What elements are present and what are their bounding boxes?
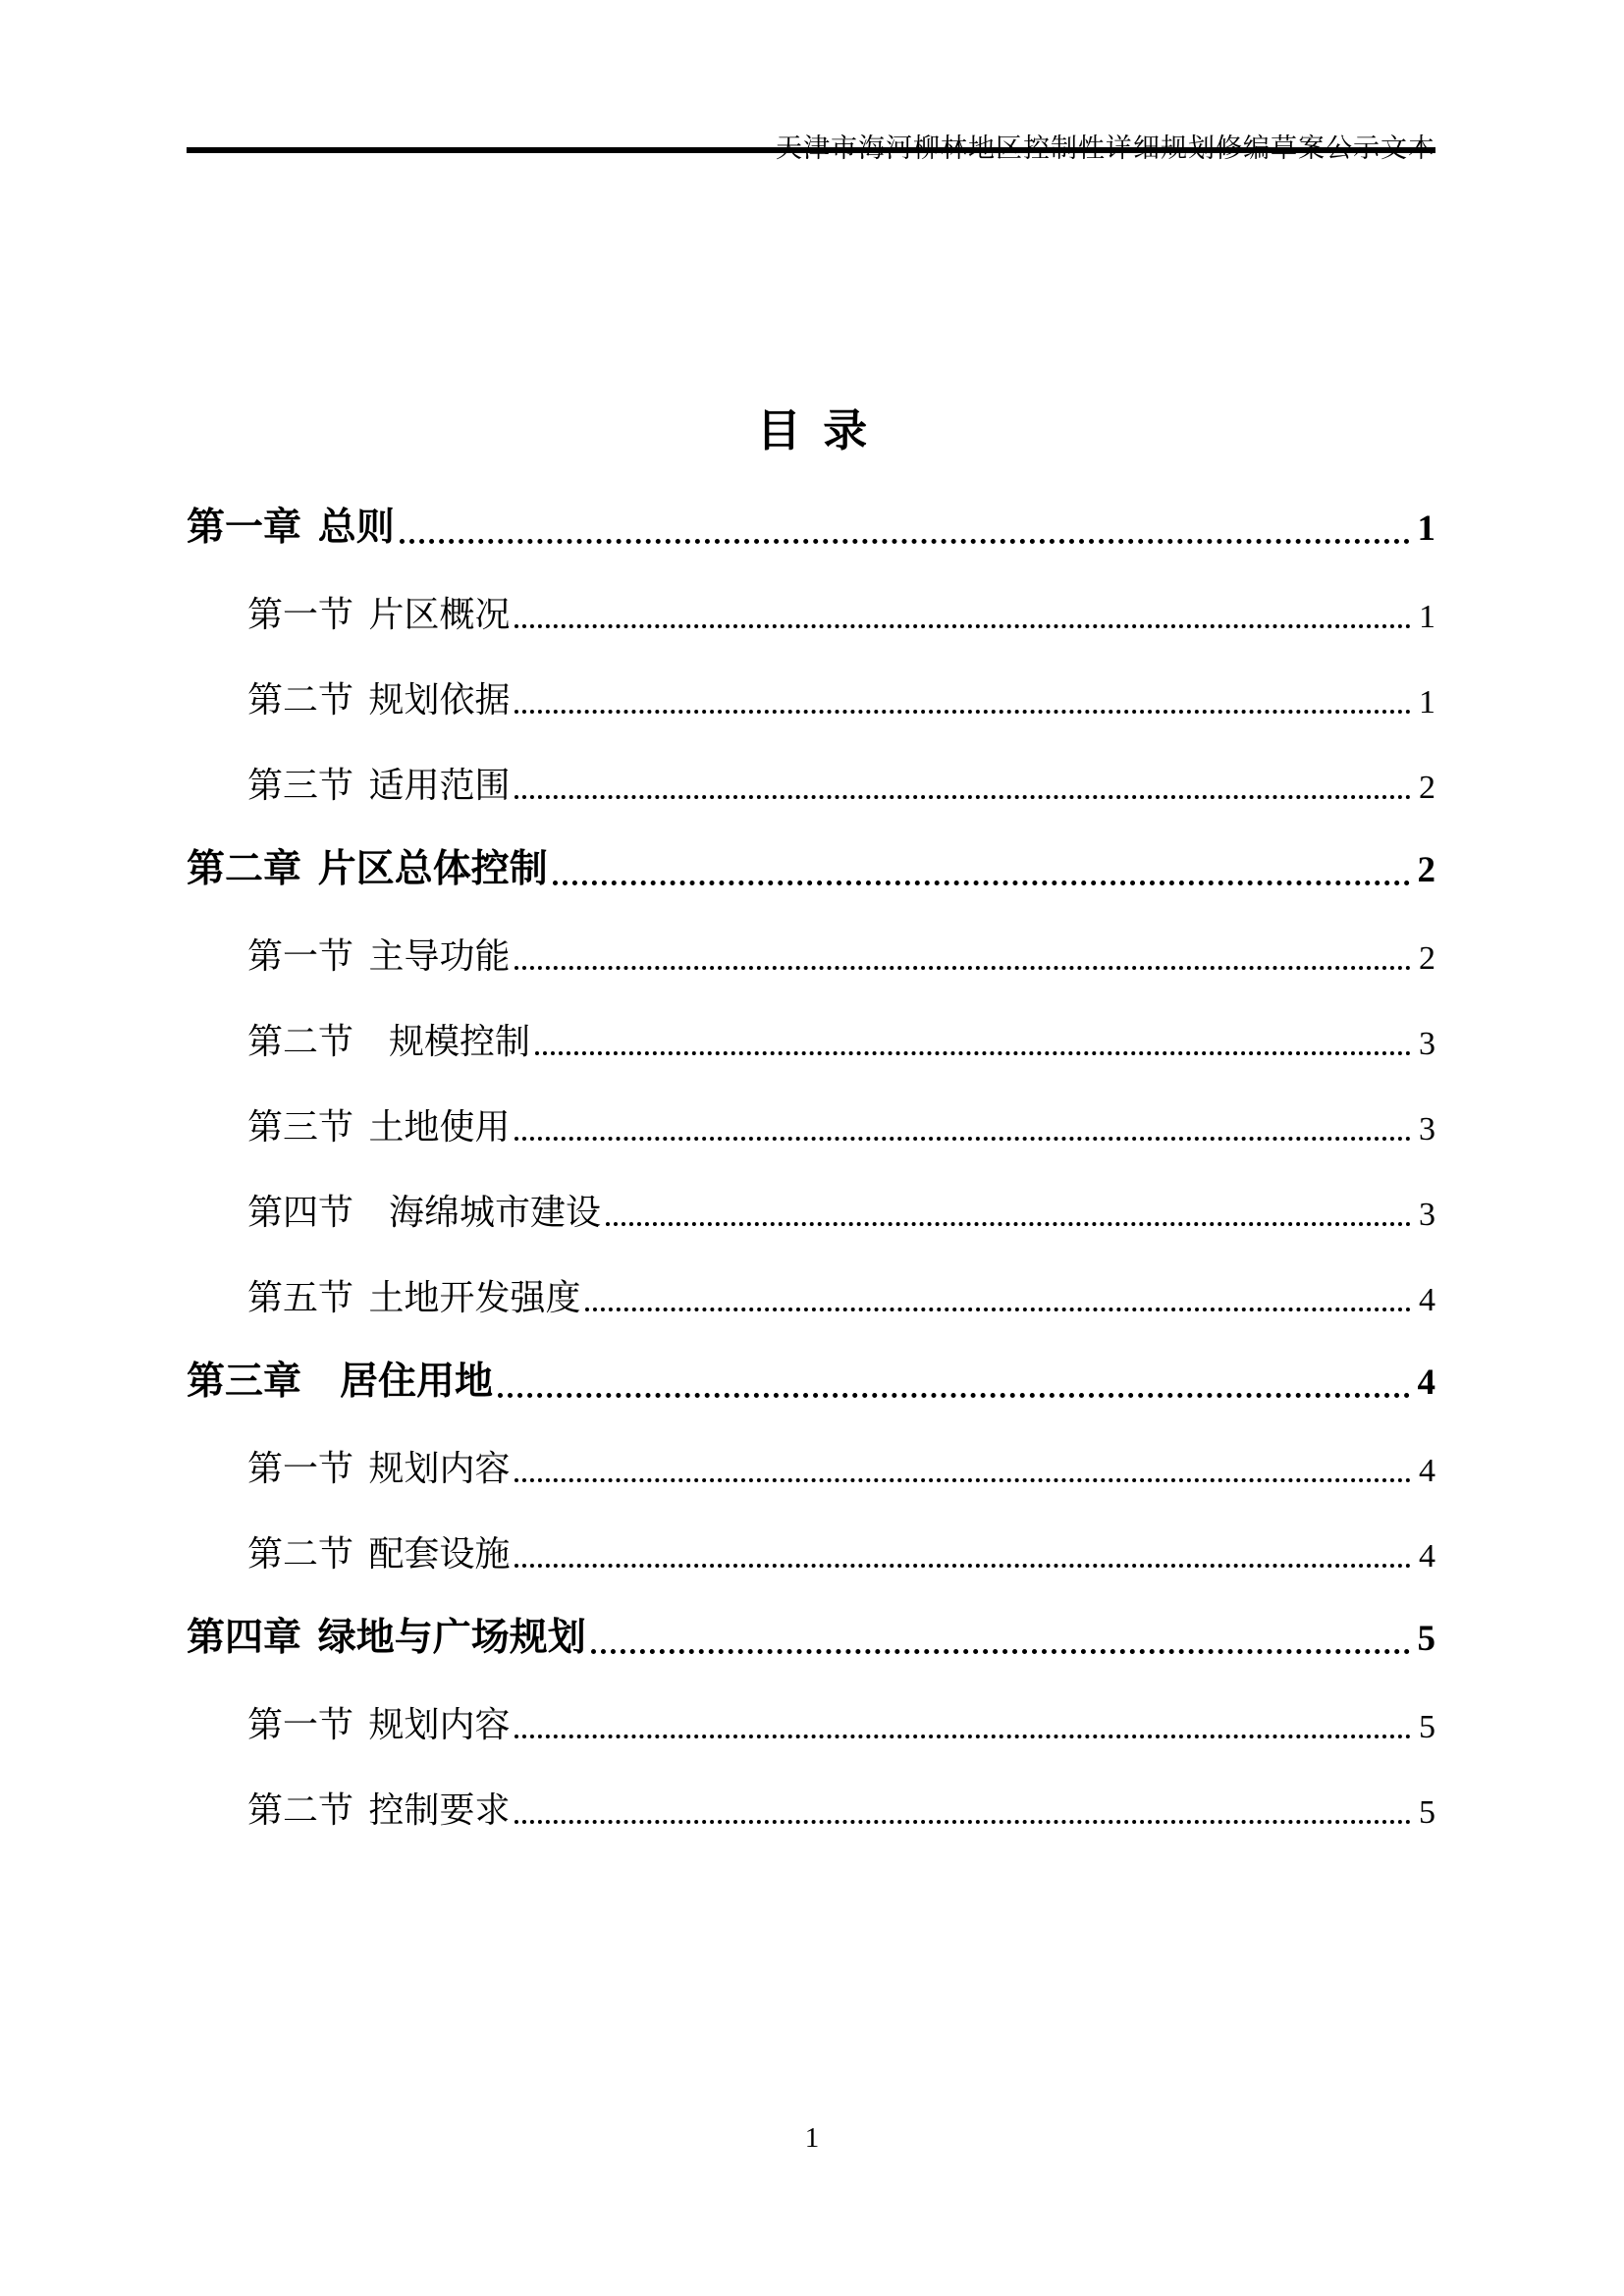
toc-entry-page-number: 5 [1417, 1619, 1435, 1660]
toc-entry-label: 第二节 配套设施 [247, 1534, 511, 1575]
toc-entry [187, 1613, 1435, 1660]
toc-entry [187, 673, 1435, 721]
toc-dot-leader [514, 1820, 1411, 1824]
toc-entry [187, 1186, 1435, 1233]
toc-entry [187, 844, 1435, 891]
toc-entry [187, 1100, 1435, 1148]
toc-entry [187, 1527, 1435, 1575]
toc-entry-label: 第三章 居住用地 [187, 1361, 494, 1404]
toc-entry-page-number: 3 [1419, 1025, 1435, 1062]
toc-entry [187, 1271, 1435, 1318]
toc-entry-page-number: 4 [1417, 1362, 1435, 1404]
toc-entry-page-number: 2 [1419, 769, 1435, 806]
toc-entry-page-number: 4 [1419, 1537, 1435, 1575]
toc-dot-leader [591, 1649, 1410, 1654]
toc-entry [187, 588, 1435, 635]
toc-title: 目 录 [756, 406, 868, 455]
toc-dot-leader [514, 710, 1411, 714]
header-rule [187, 147, 1435, 153]
toc-dot-leader [514, 624, 1411, 628]
toc-entry-label: 第五节 土地开发强度 [247, 1278, 581, 1318]
toc-entry [187, 1784, 1435, 1831]
toc-entry [187, 930, 1435, 977]
toc-dot-leader [514, 966, 1411, 970]
toc-entry [187, 1015, 1435, 1062]
toc-entry-label: 第一节 规划内容 [247, 1705, 511, 1745]
toc-dot-leader [553, 881, 1410, 885]
toc-dot-leader [514, 1137, 1411, 1141]
toc-entry [187, 1698, 1435, 1745]
footer-page-number: 1 [804, 2122, 820, 2154]
toc-entry-page-number: 1 [1419, 598, 1435, 635]
toc-entry-label: 第一节 规划内容 [247, 1449, 511, 1489]
toc-list [187, 503, 1435, 1869]
toc-entry [187, 759, 1435, 806]
toc-dot-leader [606, 1222, 1411, 1226]
toc-dot-leader [514, 1735, 1411, 1738]
toc-entry-page-number: 2 [1417, 850, 1435, 891]
toc-entry-label: 第一章 总则 [187, 507, 395, 550]
toc-entry-label: 第二章 片区总体控制 [187, 848, 548, 891]
toc-entry-label: 第二节 规划依据 [247, 680, 511, 721]
toc-entry-page-number: 5 [1419, 1708, 1435, 1745]
toc-entry [187, 1442, 1435, 1489]
toc-dot-leader [400, 539, 1410, 544]
toc-entry-label: 第三节 土地使用 [247, 1107, 511, 1148]
toc-entry-page-number: 4 [1419, 1452, 1435, 1489]
toc-entry-page-number: 3 [1419, 1110, 1435, 1148]
toc-entry-label: 第四节 海绵城市建设 [247, 1193, 602, 1233]
toc-entry-label: 第一节 片区概况 [247, 595, 511, 635]
toc-dot-leader [498, 1393, 1409, 1398]
toc-entry-label: 第三节 适用范围 [247, 766, 511, 806]
toc-entry-page-number: 3 [1419, 1196, 1435, 1233]
toc-dot-leader [514, 1478, 1411, 1482]
toc-entry-label: 第二节 规模控制 [247, 1022, 531, 1062]
toc-entry-label: 第四章 绿地与广场规划 [187, 1617, 586, 1660]
page-footer [0, 2122, 1624, 2155]
toc-entry-label: 第一节 主导功能 [247, 936, 511, 977]
toc-dot-leader [514, 795, 1411, 799]
toc-entry-page-number: 4 [1419, 1281, 1435, 1318]
toc-entry-page-number: 1 [1417, 508, 1435, 550]
toc-entry-page-number: 5 [1419, 1793, 1435, 1831]
toc-entry [187, 503, 1435, 550]
toc-entry-label: 第二节 控制要求 [247, 1790, 511, 1831]
toc-entry-page-number: 1 [1419, 683, 1435, 721]
toc-entry-page-number: 2 [1419, 939, 1435, 977]
toc-dot-leader [585, 1308, 1411, 1311]
toc-dot-leader [535, 1051, 1411, 1055]
toc-dot-leader [514, 1564, 1411, 1568]
toc-entry [187, 1357, 1435, 1404]
